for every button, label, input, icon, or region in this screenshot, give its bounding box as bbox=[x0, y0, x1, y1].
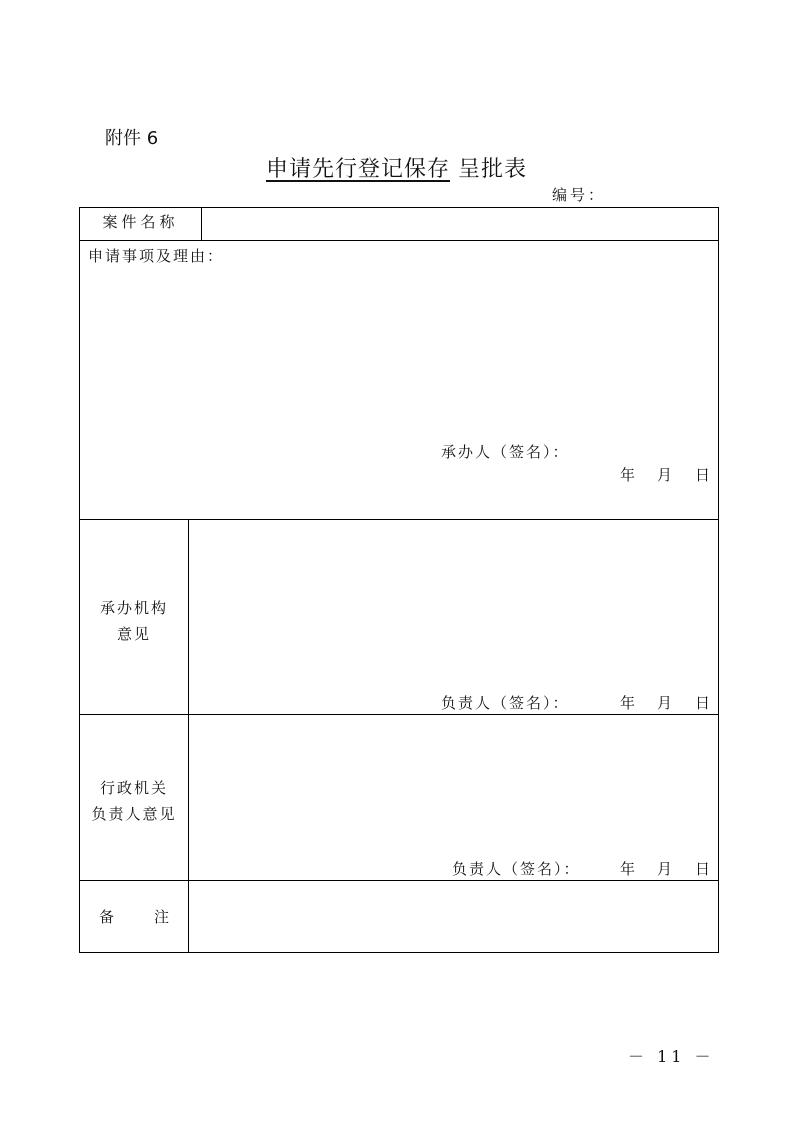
serial-number-label: 编号： bbox=[552, 186, 607, 204]
attachment-label: 附件 6 bbox=[105, 128, 159, 149]
row-divider-1 bbox=[79, 240, 719, 241]
case-name-field[interactable] bbox=[202, 208, 717, 239]
dept-opinion-label bbox=[80, 595, 188, 647]
table-bottom-border bbox=[79, 952, 719, 953]
handler-signature-label: 承办人（签名）： bbox=[441, 443, 570, 461]
agency-opinion-field[interactable] bbox=[189, 715, 717, 850]
form-title bbox=[0, 152, 793, 183]
remarks-label-char-2: 注 bbox=[154, 908, 172, 926]
dept-date-day: 日 bbox=[695, 694, 713, 712]
dept-date-month: 月 bbox=[657, 694, 675, 712]
dept-opinion-field[interactable] bbox=[189, 520, 717, 685]
handler-date-year: 年 bbox=[620, 466, 638, 484]
page-number: － 11 － bbox=[628, 1047, 715, 1066]
agency-opinion-label-line-1: 行政机关 bbox=[99, 779, 168, 797]
agency-opinion-label-line-2: 负责人意见 bbox=[91, 805, 177, 823]
handler-date-day: 日 bbox=[695, 466, 713, 484]
dept-date-year: 年 bbox=[620, 694, 638, 712]
agency-opinion-label bbox=[80, 775, 188, 827]
remarks-label-char-1: 备 bbox=[99, 908, 117, 926]
dept-opinion-label-line-1: 承办机构 bbox=[99, 599, 168, 617]
reason-label: 申请事项及理由： bbox=[88, 247, 225, 265]
case-name-label: 案件名称 bbox=[102, 213, 179, 231]
form-title-underlined: 申请先行登记保存 bbox=[265, 157, 450, 182]
agency-date-year: 年 bbox=[620, 860, 638, 878]
agency-signature-label: 负责人（签名）： bbox=[452, 860, 581, 878]
agency-date-month: 月 bbox=[657, 860, 675, 878]
table-right-border bbox=[718, 207, 719, 952]
dept-signature-label: 负责人（签名）： bbox=[441, 694, 570, 712]
reason-field[interactable] bbox=[80, 268, 717, 428]
remarks-field[interactable] bbox=[189, 881, 717, 951]
form-title-rest: 呈批表 bbox=[458, 157, 528, 182]
handler-date-month: 月 bbox=[657, 466, 675, 484]
agency-date-day: 日 bbox=[695, 860, 713, 878]
dept-opinion-label-line-2: 意见 bbox=[116, 625, 151, 643]
